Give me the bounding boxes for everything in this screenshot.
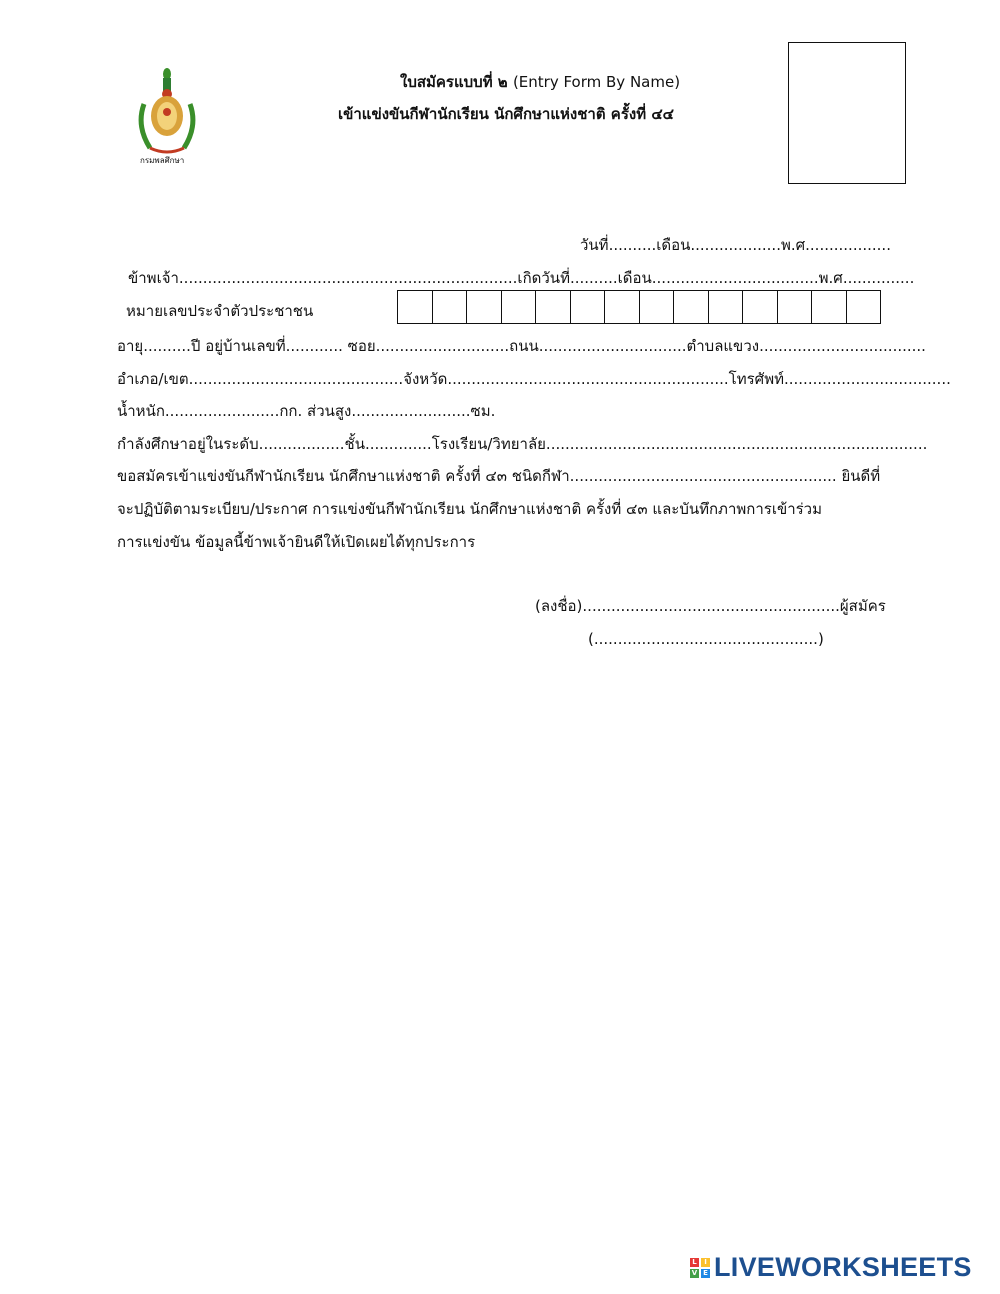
photo-box[interactable] <box>788 42 906 184</box>
id-digit-box[interactable] <box>433 291 468 323</box>
name-birth-line[interactable]: ข้าพเจ้า.......................................................................เกิดวันที่..........เดือน...................................พ.ศ............... <box>128 269 915 287</box>
form-title-english: (Entry Form By Name) <box>512 73 681 91</box>
age-address-line[interactable]: อายุ..........ปี อยู่บ้านเลขที่............ ซอย............................ถนน...............................ตำบลแขวง................................... <box>117 337 926 355</box>
id-digit-box[interactable] <box>398 291 433 323</box>
liveworksheets-icon <box>690 1258 710 1278</box>
emblem-icon <box>132 64 202 168</box>
liveworksheets-logo <box>690 1252 972 1283</box>
logo-caption: กรมพลศึกษา <box>140 156 185 165</box>
education-line[interactable]: กำลังศึกษาอยู่ในระดับ..................ชั้น..............โรงเรียน/วิทยาลัย................................................................................ <box>117 435 928 453</box>
declaration-line-3: การแข่งขัน ข้อมูลนี้ข้าพเจ้ายินดีให้เปิดเผยได้ทุกประการ <box>117 533 476 551</box>
id-digit-box[interactable] <box>502 291 537 323</box>
id-digit-box[interactable] <box>847 291 881 323</box>
icon-letter: V <box>691 1268 698 1277</box>
id-digit-box[interactable] <box>709 291 744 323</box>
signature-name-line[interactable]: (...............................................) <box>588 630 824 648</box>
id-digit-box[interactable] <box>778 291 813 323</box>
id-digit-box[interactable] <box>536 291 571 323</box>
date-line[interactable]: วันที่..........เดือน...................พ.ศ.................. <box>580 236 891 254</box>
declaration-line-2: จะปฏิบัติตามระเบียบ/ประกาศ การแข่งขันกีฬานักเรียน นักศึกษาแห่งชาติ ครั้งที่ ๔๓ และบันทึกภาพการเข้าร่วม <box>117 500 822 518</box>
icon-letter: I <box>701 1258 710 1267</box>
icon-letter: L <box>690 1258 699 1267</box>
id-digit-box[interactable] <box>571 291 606 323</box>
id-number-label: หมายเลขประจำตัวประชาชน <box>126 302 314 320</box>
id-number-grid[interactable] <box>397 290 881 324</box>
form-title <box>400 70 680 94</box>
weight-height-line[interactable]: น้ำหนัก........................กก. ส่วนสูง.........................ซม. <box>117 402 496 420</box>
id-digit-box[interactable] <box>605 291 640 323</box>
icon-letter: E <box>701 1269 710 1278</box>
declaration-line-1[interactable]: ขอสมัครเข้าแข่งขันกีฬานักเรียน นักศึกษาแห่งชาติ ครั้งที่ ๔๓ ชนิดกีฬา........................................................ ยินดีที่ <box>117 467 881 485</box>
id-digit-box[interactable] <box>640 291 675 323</box>
id-digit-box[interactable] <box>467 291 502 323</box>
form-title-thai: ใบสมัครแบบที่ ๒ <box>400 73 508 91</box>
form-subtitle: เข้าแข่งขันกีฬานักเรียน นักศึกษาแห่งชาติ ครั้งที่ ๔๔ <box>338 105 675 123</box>
signature-line[interactable]: (ลงชื่อ)......................................................ผู้สมัคร <box>535 597 886 615</box>
liveworksheets-brand: LIVEWORKSHEETS <box>714 1252 972 1282</box>
id-digit-box[interactable] <box>812 291 847 323</box>
district-province-line[interactable]: อำเภอ/เขต.............................................จังหวัด...........................................................โทรศัพท์................................... <box>117 370 951 388</box>
department-logo <box>132 64 202 168</box>
id-digit-box[interactable] <box>743 291 778 323</box>
id-digit-box[interactable] <box>674 291 709 323</box>
